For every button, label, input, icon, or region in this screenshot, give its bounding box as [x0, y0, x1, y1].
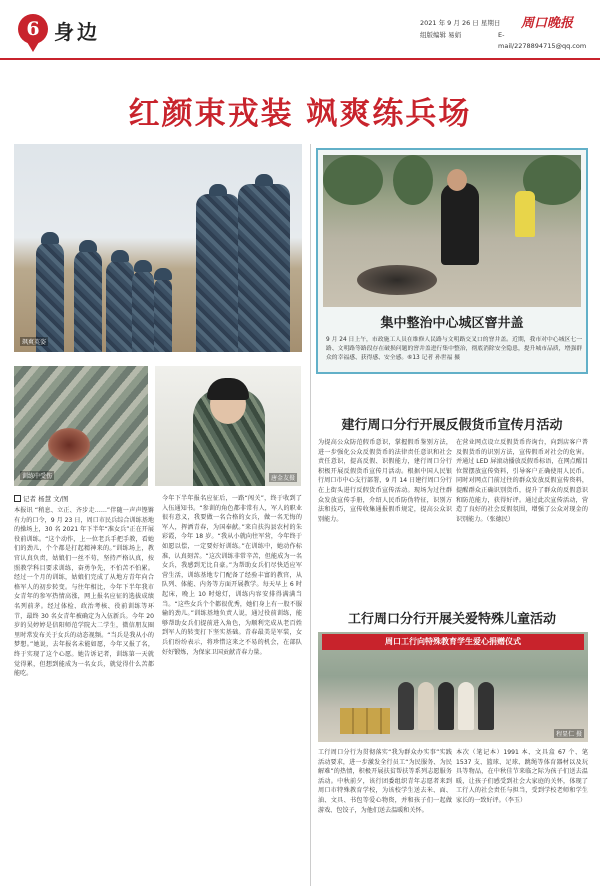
lead-article-col1: 本报讯 “稍息、立正、齐步走……”伴随一声声铿锵有力的口令，9 月 23 日，周口市民兵综合训练基地的操场上，30 名 2021 年下半年“准女兵”正在开展役前训练。“这个动作，上一位老兵手把手教，看她们的劲儿，个个都是打起精神来的。”训练场上，教官认真负责，姑娘们一丝不苟，坚持严格认真，按照教学科目要求训练，奋勇争先，不怕苦不怕累。经过一个月的训练，姑娘们完成了从地方青年向合格军人的初步转变。与往年相比，今年下半年我市女青年的参军热情高涨，网上报名应征的选拔成绩名列前茅。经过体检、政治考核、役前训练等环节，最终 30 名女青年被确定为入伍新兵。今年 20 岁的吴婷婷是信阳师范学院大二学生，微信朋友圈里时常发布关于女兵的动态视频。“当兵是我从小的梦想。”她说，去年报名未能如愿，今年又报了名，终于实现了这个心愿。她告诉记者，训练第一天就觉得累，但想到能成为一名女兵，就觉得什么苦都能吃。 [14, 507, 154, 678]
ccb-article-col-right: 在营业网点设立反假货币咨询台，向到店客户普及假货币的识别方法，宣传假币对社会的危害。并通过 LED 屏滚动播放反假币标语，在网点醒目位置摆放宣传资料，引导客户正确使用人民币。同时对网点门前过往的群众发放反假宣传资料，提醒群众正确识别货币，提升了群众的反假意识和防范能力，获得好评。通过此次宣传活动，营造了良好的社会反假氛围，增强了公众对现金的识别能力。（张德民） [456, 439, 588, 523]
newspaper-logo: 周口晚报 [521, 16, 574, 31]
icbc-article-col-right: 本次（笔记本）1991 本、文具盒 67 个、笔 1537 支、篮球、足球、跳绳等体育器材以及玩具等物品，在中秋佳节来临之际为孩子们送去温暖，让孩子们感受到社会大家庭的关怀，体现了工行人的社会责任与担当，受到学校老师和学生家长的一致好评。（李玉） [456, 749, 588, 804]
layout-editor: 组版编辑 易娟 [420, 31, 462, 39]
manhole-feature-box [316, 148, 588, 374]
photo-manhole-repair [323, 155, 581, 307]
photo-caption: 训练中受伤 [22, 473, 53, 480]
ccb-article-col-left: 为提高公众防范假币意识，掌握假币鉴别方法，进一步强化公众反假货币的法律责任意识和社会责任意识，提高反假、识假能力，建行周口分行积极开展反假货币宣传月活动。根据中国人民银行周口市中心支行部署，9 月 14 日建行周口分行在上街头进行反假货币宣传活动。现场为过往群众发放宣传手册，介绍人民币防伪特征，识别方法和技巧，宣传收集通报假币规定，提高公众识别能力。 [318, 439, 452, 523]
photo-female-recruits-drill [14, 144, 302, 352]
ccb-article-title: 建行周口分行开展反假货币宣传月活动 [341, 418, 563, 433]
photo-caption: 飒爽英姿 [22, 339, 47, 346]
lead-article-col2: 今年下半年报名应征后，一路“闯关”，终于收到了入伍通知书。“参训的角色都非常有人，军人的职业很有意义，我要做一名合格的女兵，做一名无悔的军人，挥洒青春，为国奉献。”来自扶沟县农村的朱彩霞，今年 18 岁。“我从小就向往军营，今年终于如愿以偿，一定要好好训练。”在训练中，她动作标准，认真刻苦。“这次训练非常辛苦，但能成为一名女兵，我感到无比自豪。”为帮助女兵们尽快适应军营生活，训练基地专门配备了经验丰富的教官，从队列、体能、内务等方面开展教学。每天早上 6 时起床，晚上 10 时熄灯，训练内容安排得满满当当。“这些女兵个个都很优秀，她们身上有一股不服输的劲儿。”训练基地负责人说，通过役前训练，能够帮助女兵们提前进入角色，为顺利完成从老百姓到军人的转变打下坚实基础。青春最美是军装，女兵们纷纷表示，将珍惜这来之不易的机会，在部队好好锻炼，为保家卫国贡献青春力量。 [162, 495, 302, 656]
header-rule [0, 58, 600, 60]
icbc-article-title: 工行周口分行开展关爱特殊儿童活动 [347, 612, 556, 627]
photo-female-recruit-portrait [155, 366, 301, 486]
page-header [0, 0, 600, 60]
ceremony-banner: 周口工行向特殊教育学生爱心捐赠仪式 [322, 634, 584, 650]
column-divider [310, 144, 311, 886]
issue-date: 2021 年 9 月 26 日 星期日 [420, 19, 501, 27]
photo-caption: 唐金友摄 [270, 475, 295, 482]
lead-byline: 记者 杨慧 文/图 [14, 494, 68, 503]
page-number-badge: 6 [18, 14, 48, 44]
photo-caption: 程显仁 摄 [556, 731, 582, 738]
manhole-article-title: 集中整治中心城区窨井盖 [380, 316, 524, 331]
photo-donation-ceremony [318, 632, 588, 742]
contact-email: E-mail/2278894715@qq.com [498, 31, 587, 50]
lead-headline: 红颜束戎装 飒爽练兵场 [128, 96, 472, 132]
photo-injured-knee [14, 366, 148, 486]
manhole-article-text: 9 月 24 日上午，市政施工人员在维修人民路与文明路交叉口的窨井盖。近期，我市对中心城区七一路、文明路等路段存在破损问题的窨井盖进行集中整治，彻底消除安全隐患，提升城市品质，增强群众的幸福感、获得感、安全感。⑥13 记者 孙世福 摄 [326, 337, 582, 361]
section-title: 身边 [54, 20, 100, 44]
icbc-article-col-left: 工行周口分行为贯彻落实“我为群众办实事”实践活动要求，进一步激发全行员工“为民服务、为民解难”的热情，积极开展扶贫帮扶等系列志愿服务活动。中秋前夕，该行团委组织青年志愿者来到周口市特殊教育学校，为该校学生送去米、面、油、文具、书包等爱心物资，并和孩子们一起做游戏、包饺子，为他们送去温暖和关怀。 [318, 749, 452, 814]
